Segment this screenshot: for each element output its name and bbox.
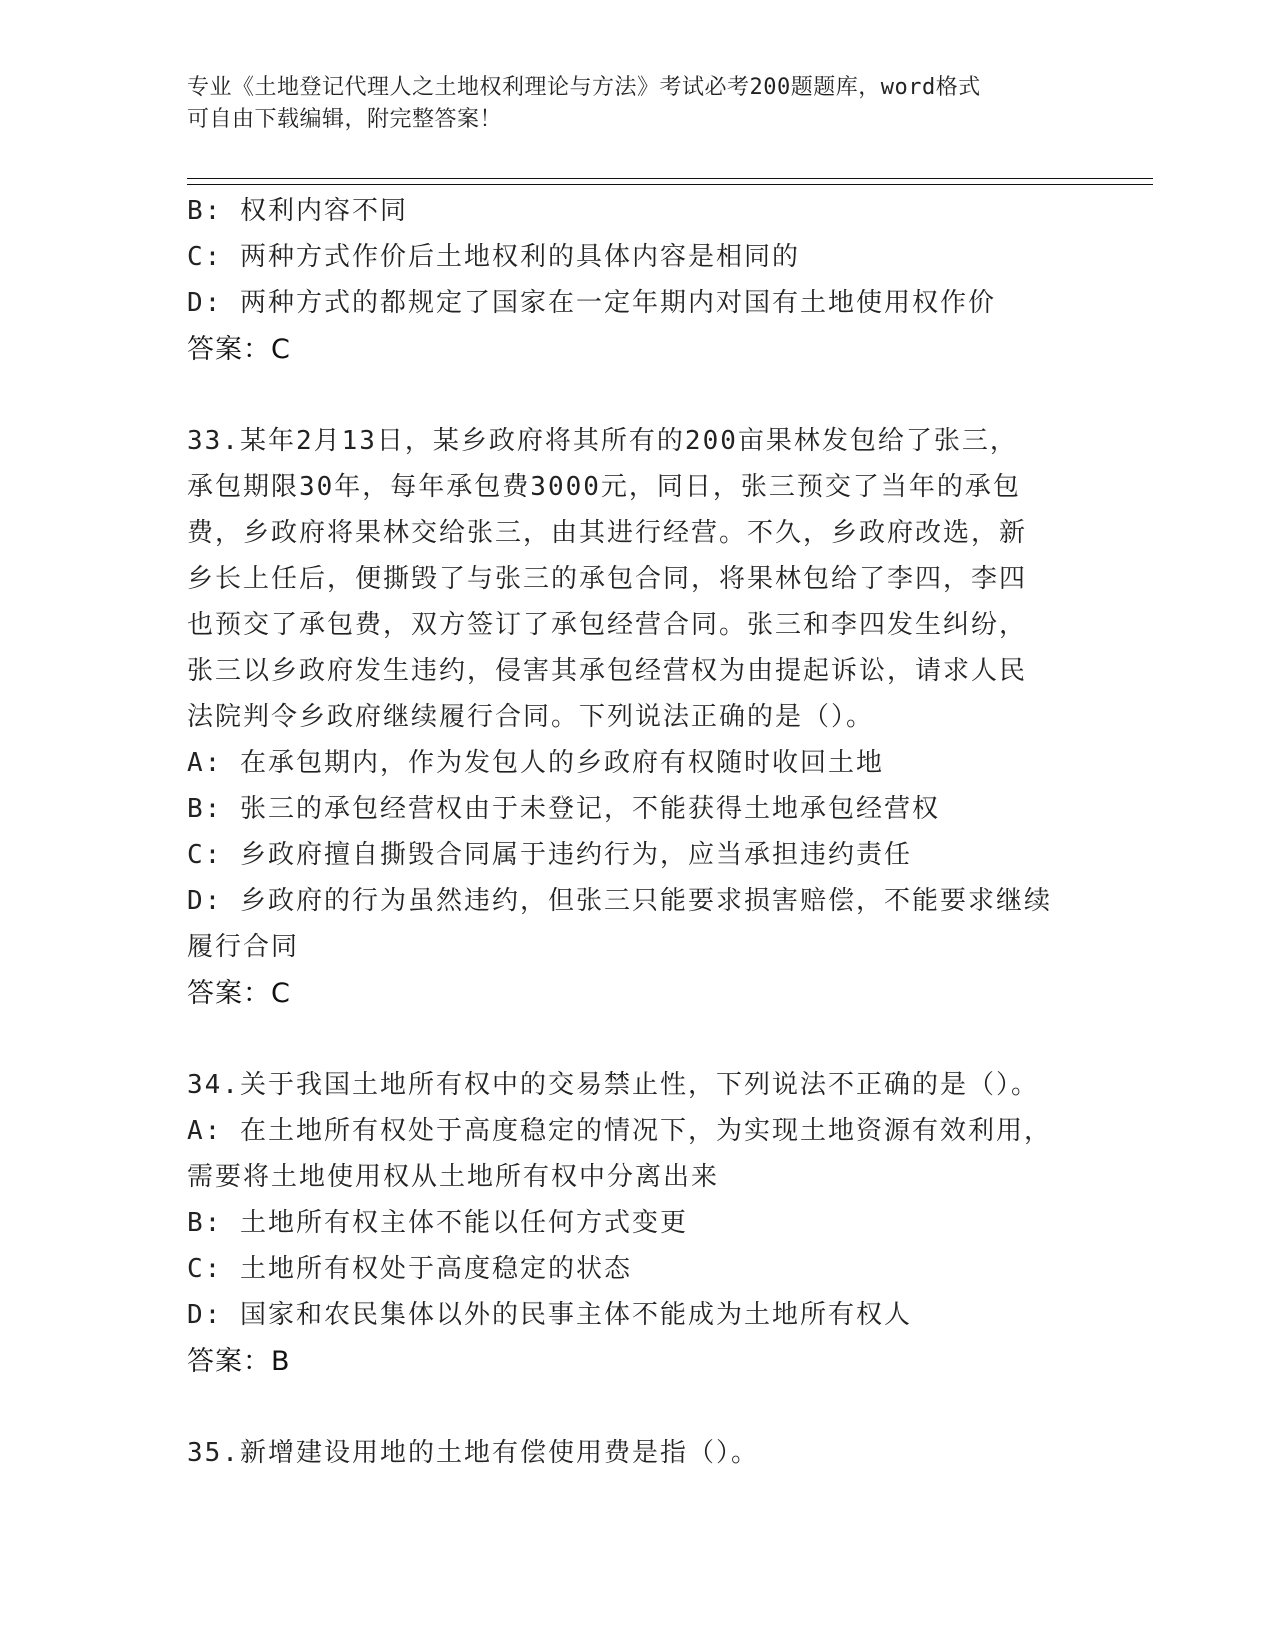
option-c: C: 乡政府擅自撕毁合同属于违约行为，应当承担违约责任 xyxy=(187,840,912,870)
question-34-block xyxy=(187,1062,1087,1386)
question-text-line: 张三以乡政府发生违约，侵害其承包经营权为由提起诉讼，请求人民 xyxy=(187,656,1028,686)
header-line-1: 专业《土地登记代理人之土地权利理论与方法》考试必考200题题库，word格式 xyxy=(187,75,981,100)
option-a: A: 在土地所有权处于高度稳定的情况下，为实现土地资源有效利用， xyxy=(187,1116,1052,1146)
answer-label: 答案：C xyxy=(187,334,291,365)
option-b: B: 权利内容不同 xyxy=(187,196,408,226)
option-a-continued: 需要将土地使用权从土地所有权中分离出来 xyxy=(187,1162,720,1192)
document-body xyxy=(187,188,1087,1476)
document-header xyxy=(187,72,1067,136)
option-c: C: 两种方式作价后土地权利的具体内容是相同的 xyxy=(187,242,800,272)
question-text-line: 35.新增建设用地的土地有偿使用费是指（）。 xyxy=(187,1438,759,1468)
option-d-continued: 履行合同 xyxy=(187,932,300,962)
question-text-line: 也预交了承包费，双方签订了承包经营合同。张三和李四发生纠纷， xyxy=(187,610,1028,640)
option-d: D: 乡政府的行为虽然违约，但张三只能要求损害赔偿，不能要求继续 xyxy=(187,886,1052,916)
option-b: B: 土地所有权主体不能以任何方式变更 xyxy=(187,1208,688,1238)
option-b: B: 张三的承包经营权由于未登记，不能获得土地承包经营权 xyxy=(187,794,940,824)
question-text-line: 费，乡政府将果林交给张三，由其进行经营。不久，乡政府改选，新 xyxy=(187,518,1028,548)
header-divider-bottom xyxy=(187,184,1153,185)
header-divider-top xyxy=(187,178,1153,179)
question-32-block xyxy=(187,188,1087,374)
question-text-line: 33.某年2月13日，某乡政府将其所有的200亩果林发包给了张三， xyxy=(187,426,1018,456)
question-text-line: 乡长上任后，便撕毁了与张三的承包合同，将果林包给了李四，李四 xyxy=(187,564,1028,594)
answer-label: 答案：B xyxy=(187,1346,291,1377)
header-line-2: 可自由下载编辑，附完整答案！ xyxy=(187,107,503,132)
answer-label: 答案：C xyxy=(187,978,291,1009)
spacer xyxy=(187,1386,1087,1430)
question-text-line: 34.关于我国土地所有权中的交易禁止性，下列说法不正确的是（）。 xyxy=(187,1070,1039,1100)
option-d: D: 两种方式的都规定了国家在一定年期内对国有土地使用权作价 xyxy=(187,288,996,318)
question-text-line: 法院判令乡政府继续履行合同。下列说法正确的是（）。 xyxy=(187,702,875,732)
question-35-block xyxy=(187,1430,1087,1476)
option-a: A: 在承包期内，作为发包人的乡政府有权随时收回土地 xyxy=(187,748,884,778)
option-c: C: 土地所有权处于高度稳定的状态 xyxy=(187,1254,632,1284)
spacer xyxy=(187,1018,1087,1062)
option-d: D: 国家和农民集体以外的民事主体不能成为土地所有权人 xyxy=(187,1300,912,1330)
spacer xyxy=(187,374,1087,418)
question-33-block xyxy=(187,418,1087,1018)
question-text-line: 承包期限30年，每年承包费3000元，同日，张三预交了当年的承包 xyxy=(187,472,1021,502)
